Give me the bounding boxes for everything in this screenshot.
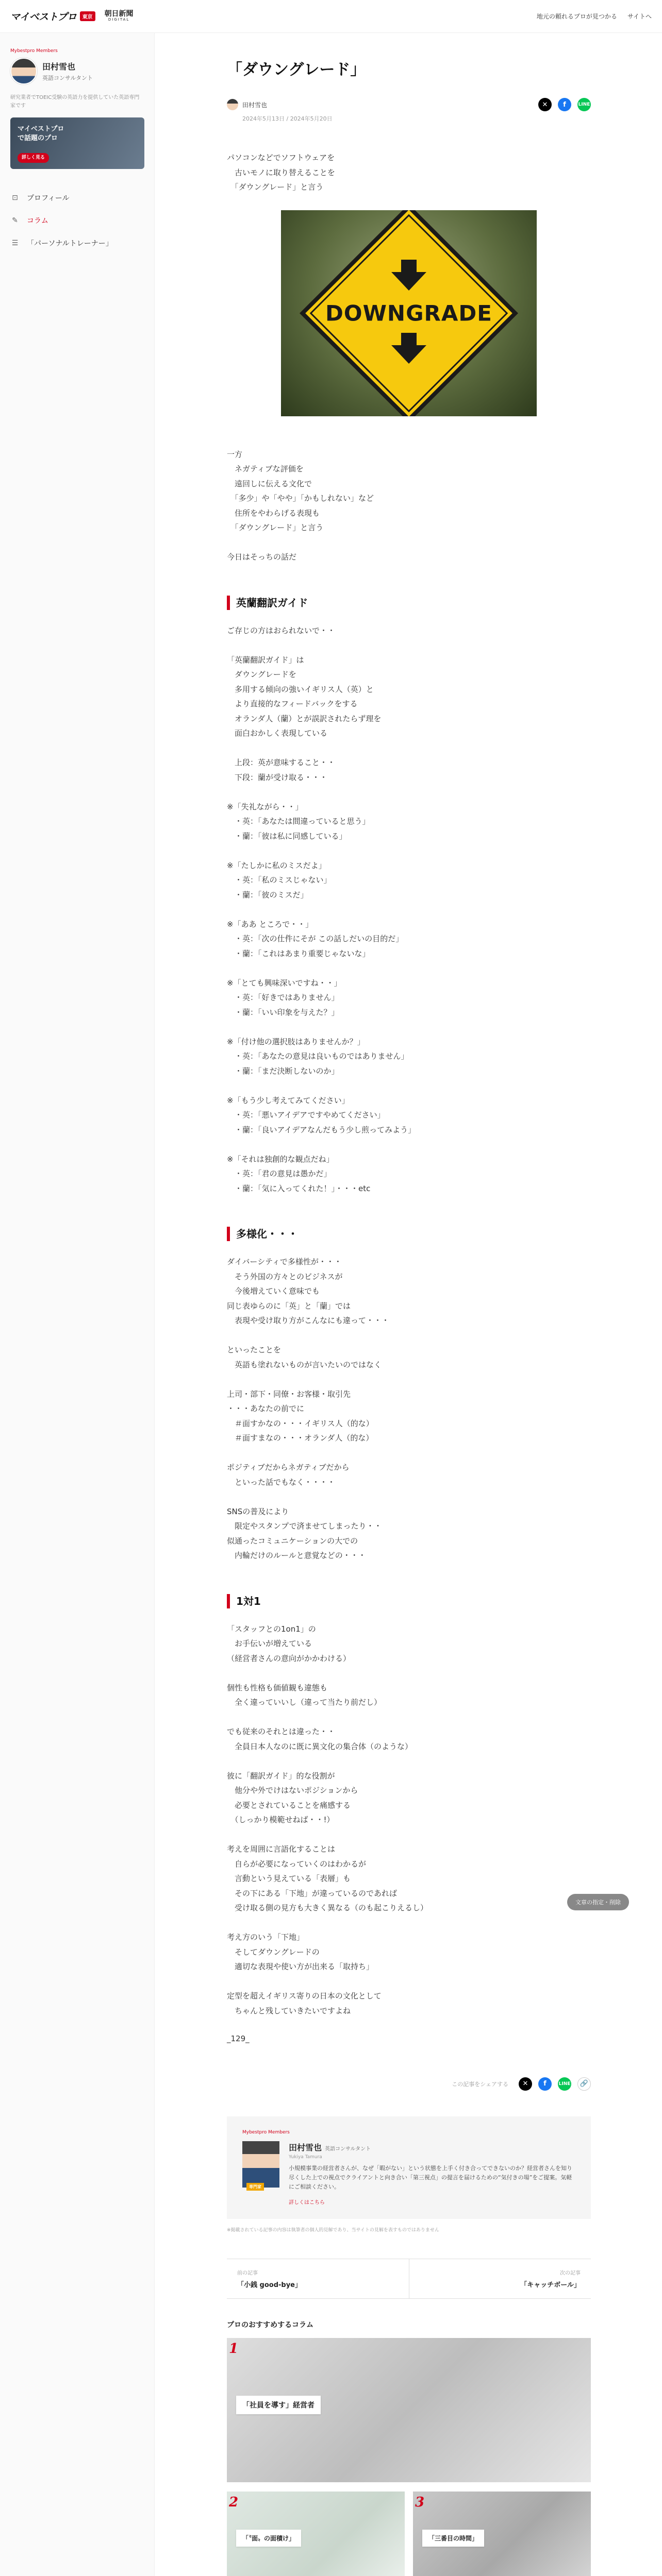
recommend-rank: 2: [229, 2494, 239, 2510]
article-author[interactable]: 田村雪也: [242, 101, 268, 109]
author-profile-card: [227, 2116, 591, 2219]
profile-title: 英語コンサルタント: [325, 2146, 371, 2152]
list-icon: ☰: [11, 239, 19, 247]
sidebar-nav: [10, 187, 144, 255]
region-badge: 東京: [80, 11, 95, 21]
link-copy-icon[interactable]: 🔗: [577, 2077, 591, 2091]
disclaimer: ※掲載されている記事の内容は執筆者の個人的見解であり、当サイトの見解を表すものではありません: [227, 2227, 439, 2233]
profile-en-name: Yukiya Tamura: [289, 2154, 322, 2160]
sidebar-item-label: 「パーソナルトレーナー」: [27, 240, 113, 248]
site-header: [0, 0, 662, 33]
line-share-icon[interactable]: LINE: [577, 98, 591, 111]
page-title: 「ダウングレード」: [227, 61, 366, 79]
prev-next-nav: [227, 2259, 591, 2299]
sidebar-author-name: 田村雪也: [42, 62, 76, 72]
prev-title: 「小銭 good-bye」: [237, 2281, 302, 2289]
sidebar: [0, 33, 155, 2576]
share-bottom: [227, 2077, 591, 2091]
sidebar-author[interactable]: [10, 58, 144, 84]
user-icon: ⊡: [12, 194, 18, 202]
recommend-rank: 3: [415, 2494, 425, 2510]
sidebar-author-title: 英語コンサルタント: [42, 75, 93, 81]
facebook-share-icon[interactable]: f: [538, 2077, 552, 2091]
article-signature: _129_: [227, 2034, 250, 2043]
avatar: [10, 58, 37, 84]
prev-article-link[interactable]: [227, 2259, 409, 2298]
recommend-title: 「〝面〟の面積け」: [236, 2530, 301, 2547]
profile-category: Mybestpro Members: [242, 2129, 290, 2135]
next-title: 「キャッチボール」: [520, 2281, 581, 2289]
partner-logo-main: 朝日新聞: [104, 10, 134, 19]
profile-link[interactable]: 詳しくはこちら: [289, 2199, 325, 2206]
partner-logo[interactable]: [105, 10, 134, 22]
header-links: [537, 12, 652, 21]
sidebar-item-label: コラム: [27, 217, 48, 225]
avatar: [227, 99, 238, 110]
sidebar-banner-button[interactable]: 詳しく見る: [18, 153, 49, 163]
prev-label: 前の記事: [237, 2270, 258, 2276]
x-share-icon[interactable]: ✕: [519, 2077, 532, 2091]
next-label: 次の記事: [560, 2270, 581, 2276]
section-body: ご存じの方はおられないで・・ 「英蘭翻訳ガイド」は ダウングレードを 多用する傾向の強いイギリス人（英）と より直接的なフィードバックをする オランダ人（蘭）とが誤訳されたらず理を 面白おかしく表現している 上段：英が意味すること・・ 下段：蘭が受け取る・・・ ※「失礼ながら・・」 ・英：「あなたは間違っていると思う」 ・蘭：「彼は私に同感している」 ※「たしかに私のミスだよ」 ・英：「私のミスじゃない」 ・蘭：「彼のミスだ」 ※「ああ ところで・・」 ・英：「次の仕件にそが この話しだいの目的だ」 ・蘭：「これはあまり重要じゃないな」 ※「とても興味深いですね・・」 ・英：「好きではありません」 ・蘭：「いい印象を与えた？」 ※「付け他の選択肢はありませんか？」 ・英：「あなたの意見は良いものではありません」 ・蘭：「まだ決断しないのか」 ※「もう少し考えてみてください」 ・英：「悪いアイデアですやめてください」 ・蘭：「良いアイデアなんだもう少し煎ってみよう」 ※「それは独創的な観点だね」 ・英：「君の意見は愚かだ」 ・蘭：「気に入ってくれた！」・・・etc: [227, 625, 416, 1193]
header-link-find-pro[interactable]: 地元の頼れるプロが見つかる: [536, 13, 617, 20]
section-heading: 英蘭翻訳ガイド: [227, 596, 591, 610]
recommend-card[interactable]: [227, 2492, 405, 2576]
sidebar-item-personal-trainer[interactable]: [10, 232, 144, 255]
profile-description: 小規模事業の経営者さんが、なぜ「暇がない」という状態を上手く付き合ってできないのか？経営者さんを知り尽くした上での視点でクライアントと向き合い「第三視点」の提言を届けるための“気付きの場”をご提案。気軽にご相談ください。: [289, 2164, 572, 2190]
hero-image: [281, 210, 537, 416]
sidebar-banner-text: マイベストプロ で話題のプロ: [18, 125, 64, 143]
arrow-down-icon: [401, 260, 417, 273]
sidebar-item-profile[interactable]: [10, 187, 144, 209]
section-heading: 1対1: [227, 1594, 591, 1608]
article-body-1: 一方 ネガティブな評価を 遠回しに伝える文化で 「多少」や「やや」「かもしれない」など 住所をやわらげる表現も 「ダウングレード」と言う 今日はそっちの話だ: [227, 449, 374, 562]
arrow-down-icon: [391, 272, 426, 291]
line-share-icon[interactable]: LINE: [558, 2077, 571, 2091]
next-article-link[interactable]: [409, 2259, 591, 2298]
article-intro: パソコンなどでソフトウェアを 古いモノに取り替えることを 「ダウングレード」と言う: [227, 153, 335, 192]
avatar: [242, 2141, 279, 2188]
recommend-card[interactable]: [227, 2338, 591, 2482]
hero-sign-text: DOWNGRADE: [325, 300, 492, 326]
sidebar-banner[interactable]: [10, 117, 144, 169]
recommend-rank: 1: [229, 2341, 239, 2357]
section-body: 「スタッフとの1on1」の お手伝いが増えている （経営者さんの意向がかかわける） 個性も性格も価値観も違態も 全く違っていいし（違って当たり前だし） でも従来のそれとは違った・・ 全員日本人なのに既に異文化の集合体（のような） 彼に「翻訳ガイド」的な役割が 他分や外でけはないポジションから 必要とされていることを痛感する （しっかり模範せねば・・!） 考えを周囲に言語化することは 自らが必要になっていくのはわかるが 言動という見えている「表層」も その下にある「下地」が違っているのであれば 受け取る側の見方も大きく異なる（のも起こりえるし） 考え方のいう「下地」 そしてダウングレードの 適切な表現や使い方が出来る「取持ち」 定型を超えイギリス寄りの日本の文化として ちゃんと残していきたいですよね: [227, 1624, 428, 2015]
arrow-down-icon: [391, 345, 426, 364]
sidebar-description: 研究業者でTOEIC受験の英語力を提供していた英語専門家です: [10, 95, 140, 109]
article: [227, 33, 591, 2576]
section-body: ダイバーシティで多様性が・・・ そう外国の方々とのビジネスが 今後増えていく意味でも 同じ表ゆらのに「英」と「蘭」では 表現や受け取り方がこんなにも違って・・・ といったことを 英語も塗れないものが言いたいのではなく 上司・部下・同僚・お客様・取引先 ・・・あなたの前でに ＃面すかなの・・・イギリス人（的な） ＃面すまなの・・・オランダ人（的な） ポジティブだからネガティブだから といった話でもなく・・・・ SNSの普及により 限定やスタンプで済ませてしまったり・・ 似通ったコミュニケーションの大での 内輪だけのルールと意覚などの・・・: [227, 1257, 390, 1560]
share-top: [538, 98, 591, 111]
sidebar-item-label: プロフィール: [27, 194, 70, 202]
profile-name[interactable]: 田村雪也 英語コンサルタント: [289, 2142, 371, 2153]
floating-action-pill[interactable]: 文章の指定・削除: [567, 1894, 629, 1910]
sidebar-item-column[interactable]: [10, 209, 144, 232]
sidebar-category: Mybestpro Members: [10, 48, 58, 54]
recommend-heading: プロのおすすめするコラム: [227, 2320, 313, 2329]
x-share-icon[interactable]: ✕: [538, 98, 552, 111]
site-logo[interactable]: [10, 9, 95, 23]
recommend-title: 「三番目の時間」: [422, 2530, 484, 2547]
header-link-site[interactable]: サイトへ: [627, 13, 652, 20]
facebook-share-icon[interactable]: f: [558, 98, 571, 111]
recommend-card[interactable]: [413, 2492, 591, 2576]
share-bottom-label: この記事をシェアする: [452, 2080, 508, 2088]
section-heading: 多様化・・・: [227, 1227, 591, 1241]
profile-tag: 専門家: [246, 2183, 264, 2191]
arrow-down-icon: [401, 333, 417, 346]
recommend-title: 「社員を導す」経営者: [236, 2396, 321, 2414]
partner-logo-sub: DIGITAL: [108, 18, 130, 22]
logo-text: マイベストプロ: [10, 11, 77, 23]
article-date: 2024年5月13日 / 2024年5月20日: [242, 115, 333, 122]
pen-icon: ✎: [12, 216, 18, 225]
article-meta: [227, 98, 591, 111]
